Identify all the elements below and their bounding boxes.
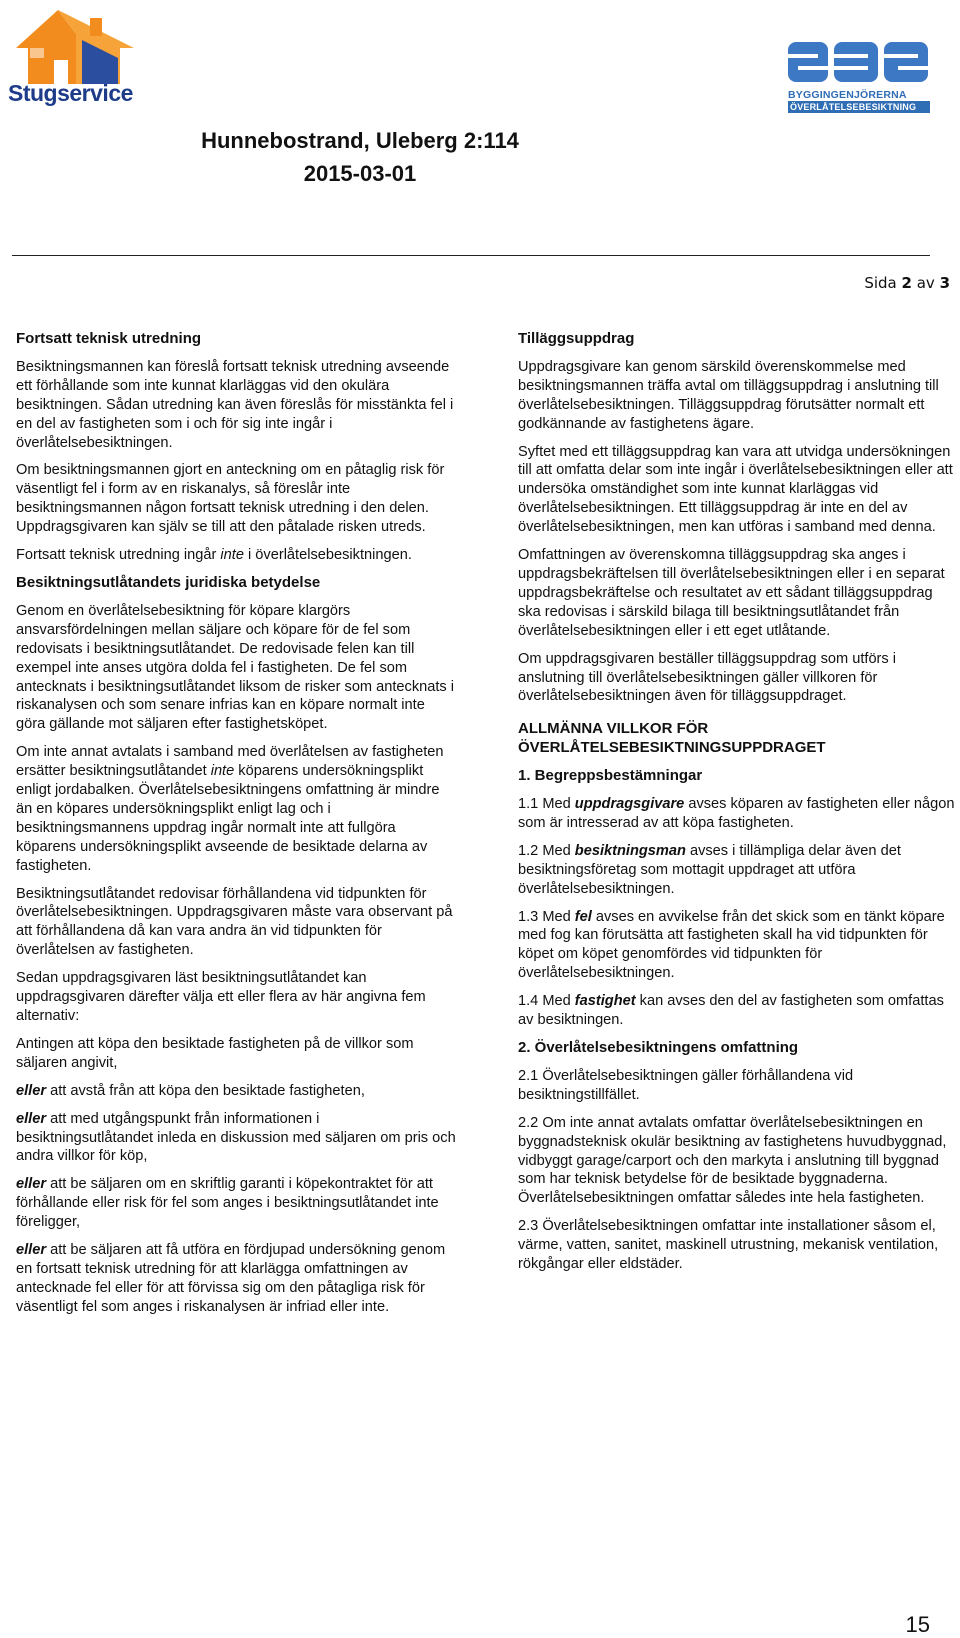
- paragraph: Uppdragsgivare kan genom särskild överenskommelse med besiktningsmannen träffa avtal om tilläggsuppdrag i anslutning till överlåtelsebesiktningen. Tilläggsuppdrag förutsätter normalt ett godkännande av fastighetens ägare.: [518, 358, 939, 432]
- alternative: eller att be säljaren att få utföra en fördjupad undersökning genom en fortsatt teknisk utredning för att klarlägga omfattningen av antecknade fel eller för att förvissa sig om den påtagliga risk för väsentligt fel som anges i riskanalysen är infriad eller inte.: [16, 1242, 446, 1315]
- definition: 1.1 Med uppdragsgivare avses köparen av fastigheten eller någon som är intresserad av att köpa fastigheten.: [518, 796, 955, 831]
- paragraph: 2.2 Om inte annat avtalats omfattar överlåtelsebesiktningen en byggnadsteknisk okulär besiktning av fastighetens huvudbyggnad, vidbyggt garage/carport och den markyta i anslutning till byggnad som har teknisk betydelse för de besiktade byggnaderna. Överlåtelsebesiktningen omfattar således inte hela fastigheten.: [518, 1114, 947, 1207]
- document-date: 2015-03-01: [303, 161, 417, 186]
- definition: 1.2 Med besiktningsman avses i tillämpliga delar även det besiktningsföretag som mottagit uppdraget att utföra överlåtelsebesiktningen.: [518, 842, 901, 897]
- left-column: [16, 330, 458, 1326]
- heading-omfattning: 2. Överlåtelsebesiktningens omfattning: [518, 1039, 799, 1056]
- page-current: 2: [901, 274, 912, 292]
- alternative: eller att avstå från att köpa den besiktade fastigheten,: [16, 1082, 365, 1099]
- header-rule: [12, 255, 930, 256]
- paragraph: Sedan uppdragsgivaren läst besiktningsutlåtandet kan uppdragsgivaren därefter välja ett eller flera av här angivna fem alternativ:: [16, 970, 426, 1024]
- sbr-logo-line1: BYGGINGENJÖRERNA: [788, 89, 907, 101]
- paragraph: Fortsatt teknisk utredning ingår inte i överlåtelsebesiktningen.: [16, 547, 412, 564]
- paragraph: 2.1 Överlåtelsebesiktningen gäller förhållandena vid besiktningstillfället.: [518, 1067, 854, 1103]
- heading-allmanna-villkor: ALLMÄNNA VILLKOR FÖR ÖVERLÅTELSEBESIKTNINGSUPPDRAGET: [518, 720, 826, 757]
- alternative: eller att be säljaren om en skriftlig garanti i köpekontraktet för att förhållande eller risk för fel som anges i besiktningsutlåtandet inte föreligger,: [16, 1176, 439, 1231]
- paragraph: Antingen att köpa den besiktade fastigheten på de villkor som säljaren angivit,: [16, 1035, 414, 1071]
- paragraph: Syftet med ett tilläggsuppdrag kan vara att utvidga undersökningen till att omfatta delar som inte ingår i överlåtelsebesiktningen eller att undersöka omständighet som inte kunnat klarläggas vid överlåtelsebesiktningen. Ett tilläggsuppdrag är inte en del av överlåtelsebesiktningen, men kan utföras i samband med denna.: [518, 443, 953, 536]
- definition: 1.4 Med fastighet kan avses den del av fastigheten som omfattas av besiktningen.: [518, 993, 944, 1029]
- paragraph: Om uppdragsgivaren beställer tilläggsuppdrag som utförs i anslutning till överlåtelsebesiktningen gäller villkoren för överlåtelsebesiktningen även för tilläggsuppdraget.: [518, 650, 897, 705]
- heading-tillaggsuppdrag: Tilläggsuppdrag: [518, 330, 635, 347]
- heading-begrepp: 1. Begreppsbestämningar: [518, 767, 703, 785]
- page-indicator: Sida 2 av 3: [864, 274, 950, 292]
- paragraph: Genom en överlåtelsebesiktning för köpare klargörs ansvarsfördelningen mellan säljare och köpare för de fel som redovisats i besiktningsutlåtandet. De redovisade felen kan till exempel inte anses utgöra dolda fel i fastigheten. De fel som antecknats i besiktningsutlåtandet liksom de risker som antecknats i riskanalysen och som senare infrias kan en köpare normalt inte göra gällande mot säljaren efter fastighetsköpet.: [16, 602, 455, 733]
- footer-page-number: 15: [905, 1612, 930, 1637]
- sbr-logo: [788, 42, 930, 114]
- heading-fortsatt: Fortsatt teknisk utredning: [16, 330, 202, 347]
- stugservice-logo: [6, 4, 146, 112]
- heading-juridiska: Besiktningsutlåtandets juridiska betydelse: [16, 573, 321, 591]
- paragraph: Besiktningsutlåtandet redovisar förhållandena vid tidpunkten för överlåtelsebesiktningen. Uppdragsgivaren måste vara observant på att förhållandena då kan vara andra än vid tidpunkten för överlåtelsen av fastigheten.: [16, 885, 453, 959]
- right-column: [518, 330, 958, 1283]
- paragraph: Omfattningen av överenskomna tilläggsuppdrag ska anges i uppdragsbekräftelsen till överlåtelsebesiktningen eller i en separat uppdragsbekräftelse och resultatet av ett sådant tilläggsuppdrag ska redovisas i särskild bilaga till besiktningsutlåtandet från överlåtelsebesiktningen eller i ett eget utlåtande.: [518, 547, 945, 639]
- paragraph: Om besiktningsmannen gjort en anteckning om en påtaglig risk för väsentligt fel i form av en riskanalys, så föreslår inte besiktningsmannen någon fortsatt teknisk utredning i den delen. Uppdragsgivaren kan själv se till att den påtalade risken utreds.: [16, 462, 445, 536]
- sbr-logo-line2: ÖVERLÅTELSEBESIKTNING: [788, 101, 930, 113]
- page-total: 3: [939, 274, 950, 292]
- definition: 1.3 Med fel avses en avvikelse från det skick som en tänkt köpare med fog kan förutsätta att fastigheten skall ha vid tidpunkten för köpet om köpet genomfördes vid tidpunkten för överlåtelsebesiktningen.: [518, 908, 945, 982]
- paragraph: 2.3 Överlåtelsebesiktningen omfattar inte installationer såsom el, värme, vatten, sanitet, maskinell utrustning, mekanisk ventilation, rökgångar eller eldstäder.: [518, 1218, 939, 1273]
- paragraph: Besiktningsmannen kan föreslå fortsatt teknisk utredning avseende ett förhållande som inte kunnat klarläggas vid den okulära besiktningen. Sådan utredning kan även föreslås för misstänkta fel i en del av fastigheten som i och för sig inte ingår i överlåtelsebesiktningen.: [16, 358, 454, 451]
- document-title: Hunnebostrand, Uleberg 2:114: [201, 128, 519, 153]
- stugservice-logo-text: Stugservice: [8, 80, 133, 106]
- paragraph: Om inte annat avtalats i samband med överlåtelsen av fastigheten ersätter besiktningsutlåtandet inte köparens undersökningsplikt enligt jordabalken. Överlåtelsebesiktningens omfattning är mindre än en köpares undersökningsplikt enligt lag och i besiktningsmannens uppdrag ingår normalt inte att fullgöra köparens undersökningsplikt avseende de besiktade delarna av fastigheten.: [16, 744, 444, 874]
- alternative: eller att med utgångspunkt från informationen i besiktningsutlåtandet inleda en diskussion med säljaren om pris och andra villkor för köp,: [16, 1110, 456, 1165]
